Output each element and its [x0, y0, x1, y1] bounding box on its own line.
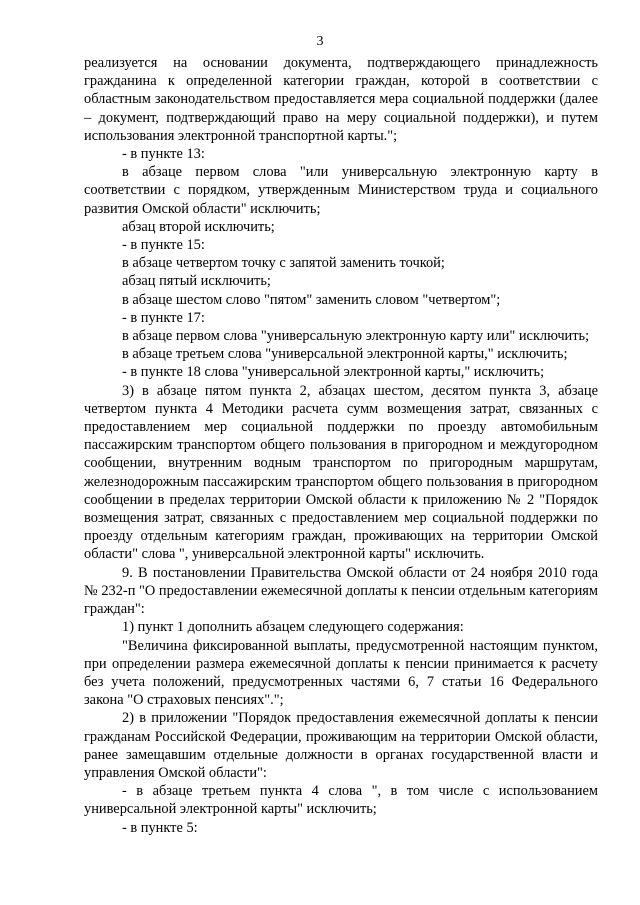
paragraph: 2) в приложении "Порядок предоставления ежемесячной доплаты к пенсии гражданам Российской Федерации, проживающим на территории Омской области, ранее замещавшим отдельные должности в органах государственной власти и управления Омской области": — [84, 710, 598, 781]
document-body — [84, 54, 598, 837]
paragraph: 1) пункт 1 дополнить абзацем следующего содержания: — [122, 619, 464, 636]
paragraph: 3) в абзаце пятом пункта 2, абзацах шестом, десятом пункта 3, абзаце четвертом пункта 4 Методики расчета сумм возмещения затрат, связанных с предоставлением мер социальной поддержки по проезду автомобильным пассажирским транспортом общего пользования в пригородном и междугородном сообщении, внутренним водным транспортом по пригородным маршрутам, железнодорожным пассажирским транспортом общего пользования в пригородном сообщении в пределах территории Омской области к приложению № 2 "Порядок возмещения затрат, связанных с предоставлением мер социальной поддержки по проезду отдельным категориям граждан, проживающих на территории Омской области" слова ", универсальной электронной карты" исключить. — [84, 382, 598, 563]
paragraph: абзац второй исключить; — [122, 218, 275, 235]
paragraph: реализуется на основании документа, подтверждающего принадлежность гражданина к определенной категории граждан, которой в соответствии с областным законодательством предоставляется мера социальной поддержки (далее – документ, подтверждающий право на меру социальной поддержки), и путем использования электронной транспортной карты."; — [84, 55, 598, 144]
paragraph: "Величина фиксированной выплаты, предусмотренной настоящим пунктом, при определении размера ежемесячной доплаты к пенсии принимается к расчету без учета положений, предусмотренных частями 6, 7 статьи 16 Федерального закона "О страховых пенсиях"."; — [84, 637, 598, 709]
paragraph: - в абзаце третьем пункта 4 слова ", в том числе с использованием универсальной электронной карты" исключить; — [84, 783, 598, 818]
paragraph: - в пункте 17: — [122, 309, 205, 326]
paragraph: - в пункте 15: — [122, 237, 205, 254]
paragraph: в абзаце шестом слово "пятом" заменить словом "четвертом"; — [122, 291, 501, 308]
page-number: 3 — [316, 34, 324, 49]
paragraph: - в пункте 13: — [122, 146, 205, 163]
paragraph: 9. В постановлении Правительства Омской области от 24 ноября 2010 года № 232-п "О предоставлении ежемесячной доплаты к пенсии отдельным категориям граждан": — [84, 564, 598, 618]
paragraph: - в пункте 5: — [122, 819, 198, 836]
paragraph: абзац пятый исключить; — [122, 273, 271, 290]
paragraph: в абзаце первом слова "или универсальную электронную карту в соответствии с порядком, утвержденным Министерством труда и социального развития Омской области" исключить; — [84, 164, 598, 217]
paragraph: в абзаце четвертом точку с запятой заменить точкой; — [122, 255, 445, 272]
paragraph: в абзаце третьем слова "универсальной электронной карты," исключить; — [122, 346, 568, 363]
paragraph: в абзаце первом слова "универсальную электронную карту или" исключить; — [122, 328, 590, 345]
paragraph: - в пункте 18 слова "универсальной электронной карты," исключить; — [122, 364, 545, 381]
